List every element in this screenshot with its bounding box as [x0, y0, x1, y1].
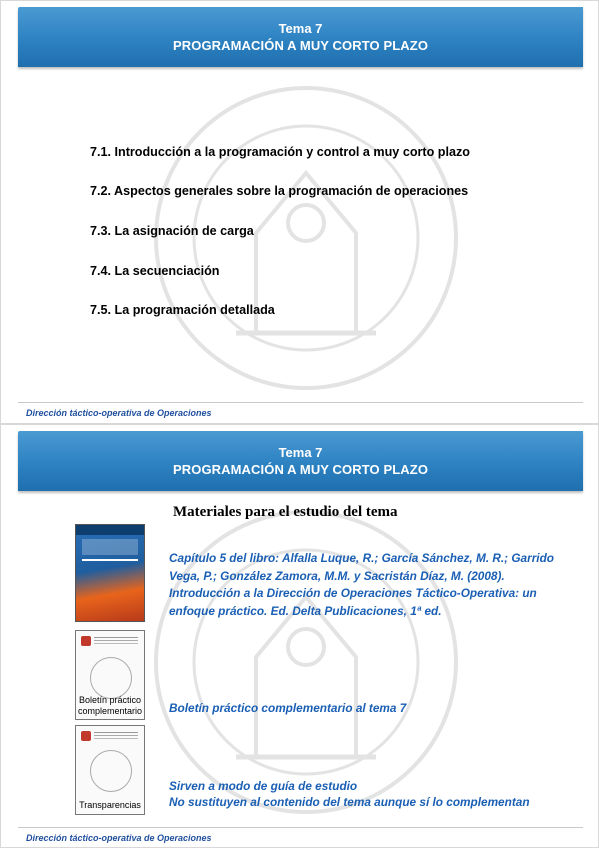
agenda-item: 7.1. Introducción a la programación y control a muy corto plazo	[90, 145, 470, 159]
header-title: Tema 7	[278, 21, 323, 36]
boletin-text: Boletín práctico complementario al tema 7	[169, 701, 407, 715]
materials-title: Materiales para el estudio del tema	[173, 504, 398, 520]
header-subtitle: PROGRAMACIÓN A MUY CORTO PLAZO	[172, 462, 429, 477]
study-note-line-2: No sustituyen al contenido del tema aunque sí lo complementan	[169, 795, 530, 809]
agenda-item: 7.4. La secuenciación	[90, 264, 220, 278]
slide-footer: Dirección táctico-operativa de Operaciones	[26, 408, 212, 418]
transparencias-thumbnail	[75, 725, 145, 815]
agenda-item: 7.2. Aspectos generales sobre la programación de operaciones	[90, 184, 469, 198]
slide-header	[18, 7, 583, 67]
footer-divider	[18, 402, 583, 403]
university-logo-icon	[81, 731, 91, 741]
study-note-line-1: Sirven a modo de guía de estudio	[169, 779, 358, 793]
boletin-thumbnail	[75, 630, 145, 720]
transparencias-caption: Transparencias	[79, 800, 141, 810]
book-reference: Capítulo 5 del libro: Alfalla Luque, R.; García Sánchez, M. R.; Garrido Vega, P.; González Zamora, M.M. y Sacristán Díaz, M. (2008). Introducción a la Dirección de Operaciones Táctico-Operativa: un enfoque práctico. Ed. Delta Publicaciones, 1ª ed.	[169, 551, 554, 618]
footer-divider	[18, 827, 583, 828]
header-subtitle: PROGRAMACIÓN A MUY CORTO PLAZO	[172, 38, 429, 53]
university-seal-watermark	[151, 83, 461, 393]
slide-2	[0, 424, 599, 848]
book-cover-image	[75, 524, 145, 622]
boletin-caption: Boletín práctico complementario	[77, 695, 143, 716]
slide-header	[18, 431, 583, 491]
agenda-item: 7.5. La programación detallada	[90, 303, 275, 317]
slide-footer: Dirección táctico-operativa de Operaciones	[26, 833, 212, 843]
university-logo-icon	[81, 636, 91, 646]
agenda-item: 7.3. La asignación de carga	[90, 224, 254, 238]
header-title: Tema 7	[278, 445, 323, 460]
